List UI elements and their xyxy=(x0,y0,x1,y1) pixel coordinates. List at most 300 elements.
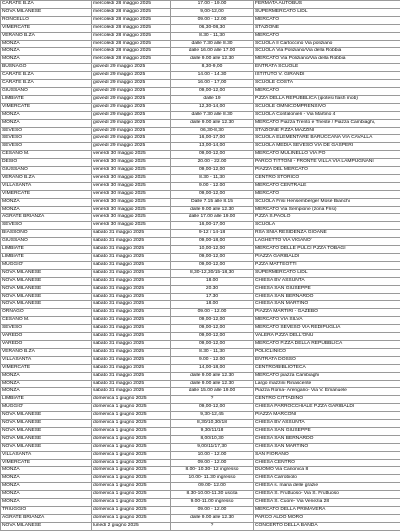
date-cell: sabato 31 maggio 2025 xyxy=(92,246,171,254)
time-cell: dalle 16.00 alle 17.00 xyxy=(171,48,254,56)
location-cell: CHIESA SAN MARTINO xyxy=(254,301,400,309)
date-cell: sabato 31 maggio 2025 xyxy=(92,230,171,238)
date-cell: mercoledì 28 maggio 2025 xyxy=(92,24,171,32)
time-cell: 8,30/10,30/18 xyxy=(171,420,254,428)
city-cell: MUGGIO' xyxy=(1,261,92,269)
location-cell: MERCATO VIA SILVA xyxy=(254,317,400,325)
location-cell: CENTRO STORICO xyxy=(254,174,400,182)
time-cell: ? xyxy=(171,396,254,404)
time-cell: 20.00 - 22.00 xyxy=(171,159,254,167)
table-row xyxy=(1,333,400,341)
location-cell: MERCATO CENTRALE xyxy=(254,182,400,190)
date-cell: giovedì 29 maggio 2025 xyxy=(92,127,171,135)
city-cell: AGRATE BRIANZA xyxy=(1,214,92,222)
date-cell: sabato 31 maggio 2025 xyxy=(92,388,171,396)
time-cell: 09,00-12,00 xyxy=(171,333,254,341)
time-cell: 9,30-12,45 xyxy=(171,412,254,420)
location-cell: Largo mazzini Rinascente xyxy=(254,380,400,388)
table-row xyxy=(1,214,400,222)
date-cell: mercoledì 28 maggio 2025 xyxy=(92,16,171,24)
table-row xyxy=(1,174,400,182)
city-cell: MONZA xyxy=(1,491,92,499)
table-row xyxy=(1,32,400,40)
time-cell: 9.00-11.00 ingresso xyxy=(171,499,254,507)
date-cell: venerdì 30 maggio 2025 xyxy=(92,206,171,214)
table-row xyxy=(1,356,400,364)
time-cell: 8.30 - 11,30 xyxy=(171,348,254,356)
city-cell: VIMERCATE xyxy=(1,364,92,372)
city-cell: AGRATE BRIANZA xyxy=(1,514,92,522)
city-cell: CARATE B.ZA xyxy=(1,72,92,80)
table-row xyxy=(1,151,400,159)
table-row xyxy=(1,198,400,206)
table-row xyxy=(1,285,400,293)
date-cell: venerdì 30 maggio 2025 xyxy=(92,190,171,198)
date-cell: giovedì 29 maggio 2025 xyxy=(92,95,171,103)
city-cell: NOVA MILANESE xyxy=(1,435,92,443)
location-cell: SCUOLA MEDIA SEVESO VIA DE GASPERI xyxy=(254,143,400,151)
time-cell: 8.00- 10.30- 12 ingresso xyxy=(171,467,254,475)
city-cell: RONCELLO xyxy=(1,16,92,24)
table-row xyxy=(1,499,400,507)
location-cell: P.ZZA S.PAOLO xyxy=(254,214,400,222)
location-cell: CENTRO/BIBLIOTECA xyxy=(254,364,400,372)
date-cell: sabato 31 maggio 2025 xyxy=(92,348,171,356)
date-cell: venerdì 30 maggio 2025 xyxy=(92,182,171,190)
location-cell: PARCO TITTONI - FRONTE VILLA VIA LAMPUGNANI xyxy=(254,159,400,167)
time-cell: 13,00-14,00 xyxy=(171,143,254,151)
location-cell: CHIESA BV ASSUNTA xyxy=(254,420,400,428)
location-cell: SUPERMERCATO LIDL xyxy=(254,269,400,277)
location-cell: MERCATO xyxy=(254,190,400,198)
city-cell: CARATE B.ZA xyxy=(1,1,92,9)
location-cell: SCUOLA ELEMENTARE BARUCCANA VIA CAVALLA xyxy=(254,135,400,143)
time-cell: 8.30 - 11,30 xyxy=(171,32,254,40)
location-cell: LAGHETTO VIA VIGANO' xyxy=(254,238,400,246)
date-cell: mercoledì 28 maggio 2025 xyxy=(92,32,171,40)
time-cell: dalle 17.00 alle 19.00 xyxy=(171,214,254,222)
city-cell: NOVA MILANESE xyxy=(1,269,92,277)
location-cell: SCUOLE OMNICOMPRENSIVO xyxy=(254,103,400,111)
city-cell: LIMBIATE xyxy=(1,246,92,254)
time-cell: dalle 9.00 alle 12.30 xyxy=(171,372,254,380)
location-cell: CHIESA SAN GIUSEPPE xyxy=(254,285,400,293)
location-cell: CHIESA SAN GIUSEPPE xyxy=(254,427,400,435)
location-cell: CHIESA s. maria delle grazie xyxy=(254,483,400,491)
time-cell: ? xyxy=(171,522,254,530)
date-cell: domenica 1 giugno 2025 xyxy=(92,467,171,475)
location-cell: FERMATA AUTOBUS xyxy=(254,1,400,9)
table-row xyxy=(1,364,400,372)
city-cell: MONZA xyxy=(1,206,92,214)
table-row xyxy=(1,435,400,443)
date-cell: venerdì 30 maggio 2025 xyxy=(92,222,171,230)
city-cell: VILLASANTA xyxy=(1,451,92,459)
time-cell: dalle 9.00 alle 12.30 xyxy=(171,56,254,64)
table-row xyxy=(1,16,400,24)
city-cell: NOVA MILANESE xyxy=(1,8,92,16)
location-cell: P.ZZA DELLA REPUBBLICA (ipotesi flash mob) xyxy=(254,95,400,103)
location-cell: MERCATO xyxy=(254,32,400,40)
city-cell: SEVESO xyxy=(1,127,92,135)
date-cell: domenica 1 giugno 2025 xyxy=(92,435,171,443)
location-cell: CHIESA S. Fruttuoso- Via S. Fruttuoso xyxy=(254,491,400,499)
table-row xyxy=(1,451,400,459)
time-cell: Dalle 7.15 alle 8.15 xyxy=(171,198,254,206)
date-cell: domenica 1 giugno 2025 xyxy=(92,420,171,428)
location-cell: CONCERTO DELLA BANDA xyxy=(254,522,400,530)
date-cell: domenica 1 giugno 2025 xyxy=(92,491,171,499)
location-cell: PIAZZA MARTIRI - GAZEBO xyxy=(254,309,400,317)
city-cell: ORNAGO xyxy=(1,309,92,317)
date-cell: domenica 1 giugno 2025 xyxy=(92,451,171,459)
date-cell: sabato 31 maggio 2025 xyxy=(92,301,171,309)
table-row xyxy=(1,48,400,56)
date-cell: sabato 31 maggio 2025 xyxy=(92,364,171,372)
date-cell: domenica 1 giugno 2025 xyxy=(92,459,171,467)
time-cell: 09,00-12,00 xyxy=(171,151,254,159)
date-cell: sabato 31 maggio 2025 xyxy=(92,277,171,285)
location-cell: CHIESA Carrobiolo xyxy=(254,475,400,483)
city-cell: MONZA xyxy=(1,111,92,119)
date-cell: venerdì 30 maggio 2025 xyxy=(92,198,171,206)
table-row xyxy=(1,56,400,64)
time-cell: 18.00 xyxy=(171,277,254,285)
city-cell: MONZA xyxy=(1,475,92,483)
table-row xyxy=(1,40,400,48)
time-cell: 09,00-12,00 xyxy=(171,254,254,262)
time-cell: 10,00-12,00 xyxy=(171,246,254,254)
location-cell: CHIESA PARROCCHIALE P.ZZA GARIBALDI xyxy=(254,404,400,412)
table-row xyxy=(1,87,400,95)
city-cell: VIMERCATE xyxy=(1,459,92,467)
city-cell: BIASSONO xyxy=(1,230,92,238)
date-cell: giovedì 29 maggio 2025 xyxy=(92,64,171,72)
location-cell: PIAZZA MARCONI xyxy=(254,412,400,420)
table-row xyxy=(1,293,400,301)
city-cell: NOVA MILANESE xyxy=(1,420,92,428)
location-cell: MERCATO SEVESO VIA REDIPUGLIA xyxy=(254,325,400,333)
city-cell: VILLASANTA xyxy=(1,182,92,190)
time-cell: 16.00 - 17,00 xyxy=(171,80,254,88)
table-row xyxy=(1,1,400,9)
table-row xyxy=(1,348,400,356)
location-cell: CHIESA SAN MARTINO xyxy=(254,443,400,451)
table-row xyxy=(1,159,400,167)
time-cell: dalle 19 xyxy=(171,95,254,103)
city-cell: NOVA MILANESE xyxy=(1,427,92,435)
city-cell: VIMERCATE xyxy=(1,103,92,111)
table-row xyxy=(1,380,400,388)
table-row xyxy=(1,483,400,491)
city-cell: BUSNAGO xyxy=(1,64,92,72)
location-cell: CHIESA BV ASSUNTA xyxy=(254,277,400,285)
time-cell: 9,30/11/18 xyxy=(171,427,254,435)
time-cell: dalle 9.00 alle 12.30 xyxy=(171,380,254,388)
location-cell: VALERA P.ZZA DELL'ONU xyxy=(254,333,400,341)
city-cell: SEVESO xyxy=(1,135,92,143)
time-cell: 09,00-12,00 xyxy=(171,325,254,333)
table-row xyxy=(1,269,400,277)
time-cell: 06,30-08,30 xyxy=(171,24,254,32)
table-row xyxy=(1,317,400,325)
city-cell: VILLASANTA xyxy=(1,356,92,364)
date-cell: sabato 31 maggio 2025 xyxy=(92,261,171,269)
table-row xyxy=(1,119,400,127)
city-cell: NOVA MILANESE xyxy=(1,277,92,285)
location-cell: POLICLINICO xyxy=(254,348,400,356)
location-cell: MERCATO Via Poliziano/Via della Robbia xyxy=(254,56,400,64)
time-cell: 8,30-9,00 xyxy=(171,64,254,72)
table-row xyxy=(1,238,400,246)
table-row xyxy=(1,64,400,72)
city-cell: NOVA MILANESE xyxy=(1,293,92,301)
location-cell: Piazza Roma- Arengario- Via V. Emanuele xyxy=(254,388,400,396)
city-cell: VIMERCATE xyxy=(1,24,92,32)
city-cell: TRIUGGIO xyxy=(1,507,92,515)
date-cell: sabato 31 maggio 2025 xyxy=(92,293,171,301)
time-cell: dalle 9.00 alle 12.30 xyxy=(171,119,254,127)
table-row xyxy=(1,127,400,135)
location-cell: CHIESA SAN BERNARDO xyxy=(254,293,400,301)
time-cell: 9.00 - 12.00 xyxy=(171,182,254,190)
table-row xyxy=(1,404,400,412)
date-cell: domenica 1 giugno 2025 xyxy=(92,499,171,507)
table-row xyxy=(1,24,400,32)
date-cell: sabato 31 maggio 2025 xyxy=(92,317,171,325)
city-cell: SEVESO xyxy=(1,222,92,230)
table-row xyxy=(1,143,400,151)
time-cell: 8,00/10,30 xyxy=(171,435,254,443)
location-cell: SUPERMERCATO LIDL xyxy=(254,8,400,16)
date-cell: sabato 31 maggio 2025 xyxy=(92,269,171,277)
city-cell: MONZA xyxy=(1,56,92,64)
time-cell: 12,30-14,00 xyxy=(171,103,254,111)
date-cell: sabato 31 maggio 2025 xyxy=(92,238,171,246)
location-cell: DUOMO Via Canonica 8 xyxy=(254,467,400,475)
city-cell: CARATE B.ZA xyxy=(1,80,92,88)
date-cell: sabato 31 maggio 2025 xyxy=(92,254,171,262)
table-row xyxy=(1,167,400,175)
table-row xyxy=(1,111,400,119)
date-cell: giovedì 29 maggio 2025 xyxy=(92,143,171,151)
city-cell: DESIO xyxy=(1,159,92,167)
table-row xyxy=(1,246,400,254)
table-row xyxy=(1,182,400,190)
table-row xyxy=(1,372,400,380)
table-row xyxy=(1,522,400,530)
table-row xyxy=(1,443,400,451)
time-cell: 14.00 - 14.30 xyxy=(171,72,254,80)
table-row xyxy=(1,467,400,475)
city-cell: VERANO B.ZA xyxy=(1,174,92,182)
date-cell: giovedì 29 maggio 2025 xyxy=(92,103,171,111)
table-row xyxy=(1,340,400,348)
city-cell: LIMBIATE xyxy=(1,95,92,103)
date-cell: domenica 1 giugno 2025 xyxy=(92,475,171,483)
city-cell: VIMERCATE xyxy=(1,190,92,198)
location-cell: CHIESA CENTRO xyxy=(254,459,400,467)
date-cell: domenica 1 giugno 2025 xyxy=(92,412,171,420)
location-cell: MERCATO piazza Cambiaghi xyxy=(254,372,400,380)
city-cell: NOVA MILANESE xyxy=(1,285,92,293)
location-cell: SCUOLA Confalonieri - Via Martino 4 xyxy=(254,111,400,119)
date-cell: domenica 1 giugno 2025 xyxy=(92,404,171,412)
date-cell: giovedì 29 maggio 2025 xyxy=(92,80,171,88)
time-cell: 06,30-8,30 xyxy=(171,127,254,135)
location-cell: MERCATO MULINELLO VIA PO xyxy=(254,151,400,159)
time-cell: 09.00 - 12.00 xyxy=(171,309,254,317)
city-cell: VAREDO xyxy=(1,333,92,341)
city-cell: GIUSSANO xyxy=(1,87,92,95)
table-row xyxy=(1,412,400,420)
table-row xyxy=(1,396,400,404)
table-row xyxy=(1,325,400,333)
time-cell: 10.00 - 12.00 xyxy=(171,451,254,459)
time-cell: 09.00 - 12.00 xyxy=(171,459,254,467)
date-cell: mercoledì 28 maggio 2025 xyxy=(92,1,171,9)
table-row xyxy=(1,222,400,230)
time-cell: 14,00-18,00 xyxy=(171,364,254,372)
date-cell: domenica 1 giugno 2025 xyxy=(92,396,171,404)
table-row xyxy=(1,95,400,103)
city-cell: LIMBIATE xyxy=(1,254,92,262)
table-row xyxy=(1,261,400,269)
location-cell: MERCATO xyxy=(254,16,400,24)
city-cell: LIMBIATE xyxy=(1,396,92,404)
date-cell: domenica 1 giugno 2025 xyxy=(92,507,171,515)
time-cell: 9,00-12,00 xyxy=(171,8,254,16)
location-cell: ISTITUTO V. GIRANDI xyxy=(254,72,400,80)
date-cell: mercoledì 28 maggio 2025 xyxy=(92,8,171,16)
city-cell: MONZA xyxy=(1,467,92,475)
time-cell: dalle 15.00 alle 19.00 xyxy=(171,388,254,396)
city-cell: VAREDO xyxy=(1,340,92,348)
date-cell: giovedì 29 maggio 2025 xyxy=(92,87,171,95)
date-cell: sabato 31 maggio 2025 xyxy=(92,325,171,333)
time-cell: 10.00- 11.30 ingresso xyxy=(171,475,254,483)
time-cell: 17.30 xyxy=(171,293,254,301)
city-cell: MONZA xyxy=(1,40,92,48)
location-cell: SCUOLA xyxy=(254,222,400,230)
table-row xyxy=(1,420,400,428)
table-row xyxy=(1,427,400,435)
date-cell: sabato 31 maggio 2025 xyxy=(92,309,171,317)
date-cell: giovedì 29 maggio 2025 xyxy=(92,72,171,80)
location-cell: MERCATO xyxy=(254,87,400,95)
time-cell: 8.30 - 11,30 xyxy=(171,174,254,182)
city-cell: MONZA xyxy=(1,388,92,396)
city-cell: MONZA xyxy=(1,48,92,56)
location-cell: MERCATO DELLA PRIMAVERA xyxy=(254,507,400,515)
date-cell: sabato 31 maggio 2025 xyxy=(92,356,171,364)
city-cell: MONZA xyxy=(1,198,92,206)
date-cell: sabato 31 maggio 2025 xyxy=(92,333,171,341)
date-cell: domenica 1 giugno 2025 xyxy=(92,514,171,522)
location-cell: PARCO ALDO MORO xyxy=(254,514,400,522)
time-cell: 09.00 - 12.00 xyxy=(171,16,254,24)
time-cell: 20.30 xyxy=(171,285,254,293)
location-cell: MERCATO DELLE PULCI P.ZZA TOBAGI xyxy=(254,246,400,254)
date-cell: lunedì 2 giugno 2025 xyxy=(92,522,171,530)
city-cell: CESANO M. xyxy=(1,151,92,159)
time-cell: 18.00 xyxy=(171,301,254,309)
city-cell: VERANO B.ZA xyxy=(1,348,92,356)
city-cell: VERANO B.ZA xyxy=(1,32,92,40)
time-cell: dalle 9.00 alle 12.30 xyxy=(171,206,254,214)
date-cell: venerdì 30 maggio 2025 xyxy=(92,174,171,182)
table-row xyxy=(1,254,400,262)
time-cell: 09,00-12,00 xyxy=(171,87,254,95)
location-cell: SCUOLA Via Poliziano/Via della Robbia xyxy=(254,48,400,56)
location-cell: SCUOLA Frisi Hensemberger Mosè Bianchi xyxy=(254,198,400,206)
schedule-body xyxy=(1,1,400,531)
date-cell: mercoledì 28 maggio 2025 xyxy=(92,40,171,48)
table-row xyxy=(1,135,400,143)
time-cell: 9.00 - 12.00 xyxy=(171,356,254,364)
table-row xyxy=(1,103,400,111)
date-cell: venerdì 30 maggio 2025 xyxy=(92,214,171,222)
location-cell: P.ZZA MATTEOTTI xyxy=(254,261,400,269)
time-cell: 09,00-12,00 xyxy=(171,167,254,175)
city-cell: MONZA xyxy=(1,372,92,380)
location-cell: CENTRO CITTADINO xyxy=(254,396,400,404)
table-row xyxy=(1,309,400,317)
table-row xyxy=(1,491,400,499)
time-cell: 09,00-12,00 xyxy=(171,261,254,269)
time-cell: 8,30-12,30/15-18,30 xyxy=(171,269,254,277)
location-cell: STAZIONE P.ZZA MAZZINI xyxy=(254,127,400,135)
location-cell: MERCATO P.ZZA DELLA REPUBBLICA xyxy=(254,340,400,348)
table-row xyxy=(1,301,400,309)
location-cell: ENTRATA DOSSO xyxy=(254,356,400,364)
location-cell: CHIESA SAN BERNARDO xyxy=(254,435,400,443)
date-cell: sabato 31 maggio 2025 xyxy=(92,340,171,348)
city-cell: SEVESO xyxy=(1,325,92,333)
city-cell: NOVA MILANESE xyxy=(1,522,92,530)
date-cell: sabato 31 maggio 2025 xyxy=(92,285,171,293)
city-cell: MONZA xyxy=(1,483,92,491)
table-row xyxy=(1,206,400,214)
time-cell: 09,00-18,00 xyxy=(171,238,254,246)
table-row xyxy=(1,507,400,515)
date-cell: giovedì 29 maggio 2025 xyxy=(92,111,171,119)
time-cell: 09.00 - 12.00 xyxy=(171,507,254,515)
city-cell: CESANO M. xyxy=(1,317,92,325)
time-cell: 16,00-17,00 xyxy=(171,135,254,143)
table-row xyxy=(1,8,400,16)
date-cell: mercoledì 28 maggio 2025 xyxy=(92,56,171,64)
time-cell: 9-12 / 14-18 xyxy=(171,230,254,238)
city-cell: GIUSSANO xyxy=(1,238,92,246)
location-cell: PIAZZA DEL MERCATO xyxy=(254,167,400,175)
date-cell: venerdì 30 maggio 2025 xyxy=(92,159,171,167)
table-row xyxy=(1,277,400,285)
date-cell: mercoledì 28 maggio 2025 xyxy=(92,48,171,56)
location-cell: MERCATO Via Sempione (zona Frisi) xyxy=(254,206,400,214)
time-cell: dalle 7.30 alle 8.30 xyxy=(171,111,254,119)
city-cell: NOVA MILANESE xyxy=(1,301,92,309)
time-cell: 09,00-12,00 xyxy=(171,190,254,198)
location-cell: MERCATO Piazza Trento e Trieste / Piazza Cambiaghi, xyxy=(254,119,400,127)
location-cell: RSA SNIA RESIDENZA GIOANE xyxy=(254,230,400,238)
date-cell: giovedì 29 maggio 2025 xyxy=(92,135,171,143)
time-cell: 8.30-10.00-11.30 uscita xyxy=(171,491,254,499)
city-cell: NOVA MILANESE xyxy=(1,412,92,420)
time-cell: 09.00- 12.00 xyxy=(171,483,254,491)
location-cell: SCUOLE COSTA xyxy=(254,80,400,88)
city-cell: MUGGIO' xyxy=(1,404,92,412)
